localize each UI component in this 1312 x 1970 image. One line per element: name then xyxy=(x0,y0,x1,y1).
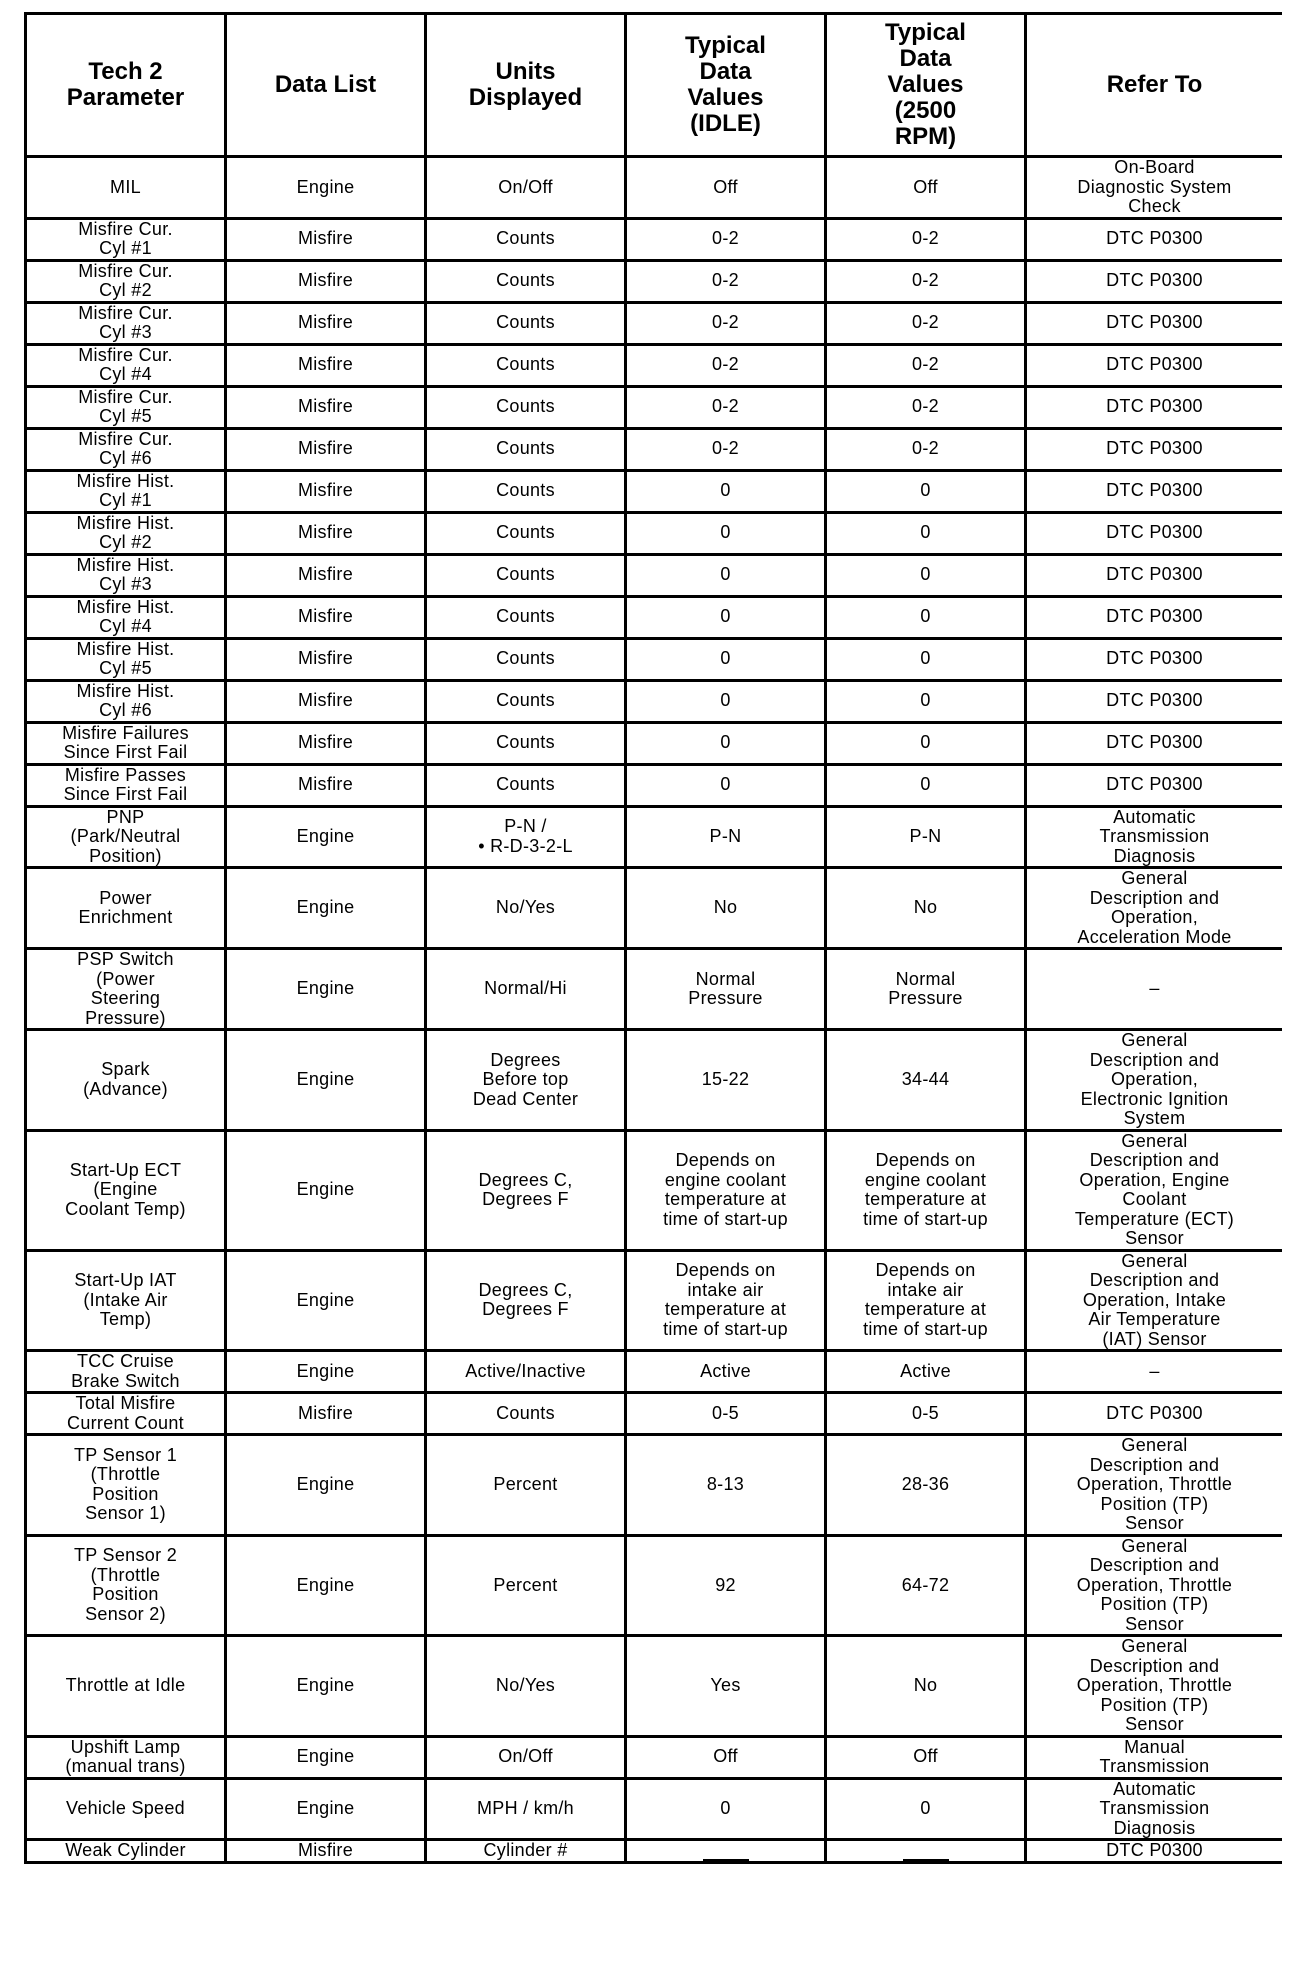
cell-rpm2500-value: Normal Pressure xyxy=(826,949,1026,1030)
cell-rpm2500-value: P-N xyxy=(826,806,1026,868)
cell-idle-value: 0-2 xyxy=(626,302,826,344)
cell-units: On/Off xyxy=(426,157,626,219)
header-data-list: Data List xyxy=(226,14,426,157)
cell-parameter: Power Enrichment xyxy=(26,868,226,949)
cell-units: Degrees Before top Dead Center xyxy=(426,1030,626,1131)
cell-idle-value: Depends on engine coolant temperature at time of start-up xyxy=(626,1130,826,1250)
table-row xyxy=(26,1535,1283,1636)
cell-data-list: Misfire xyxy=(226,1840,426,1863)
cell-idle-value: No xyxy=(626,868,826,949)
cell-parameter: Throttle at Idle xyxy=(26,1636,226,1737)
table-row xyxy=(26,218,1283,260)
cell-idle-value: 0 xyxy=(626,596,826,638)
cell-rpm2500-value: Off xyxy=(826,157,1026,219)
cell-rpm2500-value: 0-2 xyxy=(826,428,1026,470)
cell-rpm2500-value: 0 xyxy=(826,638,1026,680)
cell-idle-value: 0-2 xyxy=(626,428,826,470)
cell-data-list: Engine xyxy=(226,1030,426,1131)
cell-data-list: Misfire xyxy=(226,218,426,260)
table-row xyxy=(26,596,1283,638)
cell-units: Counts xyxy=(426,722,626,764)
cell-refer-to: DTC P0300 xyxy=(1026,764,1283,806)
cell-refer-to: DTC P0300 xyxy=(1026,512,1283,554)
cell-units: MPH / km/h xyxy=(426,1778,626,1840)
cell-rpm2500-value: 0 xyxy=(826,554,1026,596)
cell-idle-value: P-N xyxy=(626,806,826,868)
table-row xyxy=(26,344,1283,386)
header-typical-2500rpm: Typical Data Values (2500 RPM) xyxy=(826,14,1026,157)
cell-data-list: Misfire xyxy=(226,344,426,386)
cell-rpm2500-value: 0-2 xyxy=(826,302,1026,344)
table-row xyxy=(26,1393,1283,1435)
cell-data-list: Engine xyxy=(226,949,426,1030)
cell-refer-to: General Description and Operation, Throttle Position (TP) Sensor xyxy=(1026,1435,1283,1536)
cell-units: Counts xyxy=(426,470,626,512)
cell-rpm2500-value: 0-2 xyxy=(826,218,1026,260)
cell-rpm2500-value: No xyxy=(826,868,1026,949)
cell-rpm2500-value: 0 xyxy=(826,512,1026,554)
cell-rpm2500-value: Depends on intake air temperature at time of start-up xyxy=(826,1250,1026,1351)
cell-idle-value: Depends on intake air temperature at time of start-up xyxy=(626,1250,826,1351)
cell-parameter: MIL xyxy=(26,157,226,219)
cell-units: Counts xyxy=(426,302,626,344)
document-page xyxy=(24,12,1282,1970)
cell-rpm2500-value: 0 xyxy=(826,722,1026,764)
cell-units: Counts xyxy=(426,428,626,470)
cell-units: Counts xyxy=(426,596,626,638)
cell-units: Counts xyxy=(426,554,626,596)
cell-data-list: Engine xyxy=(226,1130,426,1250)
cell-refer-to: DTC P0300 xyxy=(1026,1840,1283,1863)
cell-data-list: Engine xyxy=(226,1636,426,1737)
table-row xyxy=(26,512,1283,554)
cell-refer-to: DTC P0300 xyxy=(1026,344,1283,386)
cell-refer-to: General Description and Operation, Throttle Position (TP) Sensor xyxy=(1026,1535,1283,1636)
table-row xyxy=(26,1435,1283,1536)
cell-parameter: TP Sensor 1 (Throttle Position Sensor 1) xyxy=(26,1435,226,1536)
table-row xyxy=(26,638,1283,680)
cell-idle-value: 0 xyxy=(626,764,826,806)
cell-parameter: TCC Cruise Brake Switch xyxy=(26,1351,226,1393)
cell-idle-value: Normal Pressure xyxy=(626,949,826,1030)
cell-data-list: Misfire xyxy=(226,512,426,554)
cell-refer-to: DTC P0300 xyxy=(1026,218,1283,260)
table-row xyxy=(26,1840,1283,1863)
cell-rpm2500-value: 0-2 xyxy=(826,344,1026,386)
cell-data-list: Misfire xyxy=(226,260,426,302)
cell-data-list: Misfire xyxy=(226,1393,426,1435)
cell-data-list: Misfire xyxy=(226,554,426,596)
cell-units: On/Off xyxy=(426,1736,626,1778)
cell-units: Counts xyxy=(426,638,626,680)
cell-idle-value: 0-2 xyxy=(626,344,826,386)
table-row xyxy=(26,949,1283,1030)
cell-data-list: Misfire xyxy=(226,764,426,806)
cell-parameter: Start-Up IAT (Intake Air Temp) xyxy=(26,1250,226,1351)
cell-data-list: Engine xyxy=(226,1351,426,1393)
cell-idle-value: 0 xyxy=(626,512,826,554)
table-row xyxy=(26,1636,1283,1737)
cell-data-list: Engine xyxy=(226,1778,426,1840)
cell-parameter: Total Misfire Current Count xyxy=(26,1393,226,1435)
table-row xyxy=(26,1351,1283,1393)
cell-units: No/Yes xyxy=(426,1636,626,1737)
cell-units: Counts xyxy=(426,1393,626,1435)
cell-parameter: Spark (Advance) xyxy=(26,1030,226,1131)
cell-idle-value: 0-5 xyxy=(626,1393,826,1435)
cell-refer-to: Automatic Transmission Diagnosis xyxy=(1026,1778,1283,1840)
table-row xyxy=(26,1736,1283,1778)
cell-parameter: Misfire Passes Since First Fail xyxy=(26,764,226,806)
table-row xyxy=(26,554,1283,596)
table-header-row xyxy=(26,14,1283,157)
cell-units: Percent xyxy=(426,1435,626,1536)
cell-idle-value xyxy=(626,1840,826,1863)
cell-parameter: PSP Switch (Power Steering Pressure) xyxy=(26,949,226,1030)
cell-refer-to: DTC P0300 xyxy=(1026,386,1283,428)
cell-parameter: Misfire Hist. Cyl #5 xyxy=(26,638,226,680)
cell-idle-value: 0 xyxy=(626,554,826,596)
cell-units: Counts xyxy=(426,386,626,428)
cell-parameter: TP Sensor 2 (Throttle Position Sensor 2) xyxy=(26,1535,226,1636)
cell-data-list: Misfire xyxy=(226,302,426,344)
table-row xyxy=(26,868,1283,949)
table-row xyxy=(26,260,1283,302)
cell-idle-value: 92 xyxy=(626,1535,826,1636)
cell-refer-to: Automatic Transmission Diagnosis xyxy=(1026,806,1283,868)
cell-rpm2500-value: 0 xyxy=(826,470,1026,512)
cell-data-list: Misfire xyxy=(226,680,426,722)
cell-refer-to: – xyxy=(1026,1351,1283,1393)
cell-idle-value: 0 xyxy=(626,638,826,680)
cell-idle-value: 15-22 xyxy=(626,1030,826,1131)
cell-rpm2500-value: 34-44 xyxy=(826,1030,1026,1131)
table-row xyxy=(26,806,1283,868)
cell-refer-to: DTC P0300 xyxy=(1026,680,1283,722)
cell-data-list: Engine xyxy=(226,1535,426,1636)
cell-parameter: Misfire Cur. Cyl #1 xyxy=(26,218,226,260)
cell-refer-to: General Description and Operation, Electronic Ignition System xyxy=(1026,1030,1283,1131)
cell-refer-to: DTC P0300 xyxy=(1026,554,1283,596)
cell-refer-to: – xyxy=(1026,949,1283,1030)
cell-idle-value: 0-2 xyxy=(626,386,826,428)
header-refer-to: Refer To xyxy=(1026,14,1283,157)
cell-rpm2500-value: 0 xyxy=(826,680,1026,722)
cell-data-list: Engine xyxy=(226,157,426,219)
cell-idle-value: 0 xyxy=(626,680,826,722)
table-row xyxy=(26,157,1283,219)
cell-idle-value: 0 xyxy=(626,470,826,512)
cell-refer-to: DTC P0300 xyxy=(1026,638,1283,680)
cell-refer-to: DTC P0300 xyxy=(1026,596,1283,638)
table-row xyxy=(26,1778,1283,1840)
cell-units: Active/Inactive xyxy=(426,1351,626,1393)
cell-parameter: Misfire Hist. Cyl #3 xyxy=(26,554,226,596)
cell-data-list: Misfire xyxy=(226,596,426,638)
cell-parameter: Start-Up ECT (Engine Coolant Temp) xyxy=(26,1130,226,1250)
cell-units: No/Yes xyxy=(426,868,626,949)
cell-parameter: Upshift Lamp (manual trans) xyxy=(26,1736,226,1778)
cell-parameter: Misfire Hist. Cyl #2 xyxy=(26,512,226,554)
cell-rpm2500-value: No xyxy=(826,1636,1026,1737)
cell-parameter: Misfire Failures Since First Fail xyxy=(26,722,226,764)
table-row xyxy=(26,470,1283,512)
table-body xyxy=(26,157,1283,1863)
cell-idle-value: 0-2 xyxy=(626,218,826,260)
cell-data-list: Engine xyxy=(226,1736,426,1778)
header-tech2-parameter: Tech 2 Parameter xyxy=(26,14,226,157)
cell-rpm2500-value xyxy=(826,1840,1026,1863)
table-row xyxy=(26,428,1283,470)
cell-parameter: Misfire Cur. Cyl #6 xyxy=(26,428,226,470)
cell-parameter: Misfire Cur. Cyl #2 xyxy=(26,260,226,302)
cell-data-list: Engine xyxy=(226,1250,426,1351)
cell-idle-value: Off xyxy=(626,1736,826,1778)
cell-parameter: Misfire Hist. Cyl #1 xyxy=(26,470,226,512)
cell-rpm2500-value: 0-2 xyxy=(826,260,1026,302)
cell-data-list: Engine xyxy=(226,868,426,949)
cell-refer-to: General Description and Operation, Engine Coolant Temperature (ECT) Sensor xyxy=(1026,1130,1283,1250)
cell-rpm2500-value: 64-72 xyxy=(826,1535,1026,1636)
cell-data-list: Engine xyxy=(226,806,426,868)
cell-idle-value: 0 xyxy=(626,722,826,764)
cell-rpm2500-value: Active xyxy=(826,1351,1026,1393)
cell-units: Percent xyxy=(426,1535,626,1636)
cell-parameter: Misfire Hist. Cyl #4 xyxy=(26,596,226,638)
cell-units: Counts xyxy=(426,260,626,302)
cell-data-list: Misfire xyxy=(226,470,426,512)
cell-idle-value: Off xyxy=(626,157,826,219)
table-row xyxy=(26,680,1283,722)
cell-rpm2500-value: Depends on engine coolant temperature at time of start-up xyxy=(826,1130,1026,1250)
table-row xyxy=(26,764,1283,806)
cell-refer-to: DTC P0300 xyxy=(1026,428,1283,470)
cell-parameter: PNP (Park/Neutral Position) xyxy=(26,806,226,868)
cell-parameter: Misfire Cur. Cyl #4 xyxy=(26,344,226,386)
cell-units: Counts xyxy=(426,512,626,554)
cell-data-list: Misfire xyxy=(226,722,426,764)
cell-units: Degrees C, Degrees F xyxy=(426,1250,626,1351)
table-row xyxy=(26,386,1283,428)
cell-refer-to: DTC P0300 xyxy=(1026,302,1283,344)
blank-value-line xyxy=(903,1859,949,1861)
cell-units: Counts xyxy=(426,764,626,806)
cell-idle-value: 0 xyxy=(626,1778,826,1840)
cell-refer-to: General Description and Operation, Intake Air Temperature (IAT) Sensor xyxy=(1026,1250,1283,1351)
cell-data-list: Misfire xyxy=(226,428,426,470)
cell-units: Counts xyxy=(426,218,626,260)
table-row xyxy=(26,1030,1283,1131)
cell-parameter: Vehicle Speed xyxy=(26,1778,226,1840)
cell-idle-value: 0-2 xyxy=(626,260,826,302)
header-units-displayed: Units Displayed xyxy=(426,14,626,157)
table-row xyxy=(26,1130,1283,1250)
cell-refer-to: Manual Transmission xyxy=(1026,1736,1283,1778)
cell-data-list: Misfire xyxy=(226,386,426,428)
table-row xyxy=(26,302,1283,344)
cell-units: Counts xyxy=(426,344,626,386)
cell-parameter: Misfire Cur. Cyl #3 xyxy=(26,302,226,344)
cell-data-list: Misfire xyxy=(226,638,426,680)
cell-rpm2500-value: 0 xyxy=(826,596,1026,638)
cell-rpm2500-value: 0 xyxy=(826,764,1026,806)
table-row xyxy=(26,1250,1283,1351)
header-typical-idle: Typical Data Values (IDLE) xyxy=(626,14,826,157)
cell-refer-to: DTC P0300 xyxy=(1026,470,1283,512)
cell-refer-to: DTC P0300 xyxy=(1026,260,1283,302)
cell-units: Cylinder # xyxy=(426,1840,626,1863)
cell-rpm2500-value: 0-2 xyxy=(826,386,1026,428)
cell-parameter: Misfire Hist. Cyl #6 xyxy=(26,680,226,722)
cell-units: Normal/Hi xyxy=(426,949,626,1030)
cell-units: Degrees C, Degrees F xyxy=(426,1130,626,1250)
cell-idle-value: Yes xyxy=(626,1636,826,1737)
cell-rpm2500-value: Off xyxy=(826,1736,1026,1778)
cell-parameter: Misfire Cur. Cyl #5 xyxy=(26,386,226,428)
cell-refer-to: General Description and Operation, Acceleration Mode xyxy=(1026,868,1283,949)
cell-idle-value: Active xyxy=(626,1351,826,1393)
cell-idle-value: 8-13 xyxy=(626,1435,826,1536)
blank-value-line xyxy=(703,1859,749,1861)
cell-rpm2500-value: 0 xyxy=(826,1778,1026,1840)
cell-data-list: Engine xyxy=(226,1435,426,1536)
cell-refer-to: DTC P0300 xyxy=(1026,1393,1283,1435)
cell-parameter: Weak Cylinder xyxy=(26,1840,226,1863)
cell-refer-to: General Description and Operation, Throttle Position (TP) Sensor xyxy=(1026,1636,1283,1737)
cell-rpm2500-value: 28-36 xyxy=(826,1435,1026,1536)
cell-units: Counts xyxy=(426,680,626,722)
cell-units: P-N / • R-D-3-2-L xyxy=(426,806,626,868)
cell-rpm2500-value: 0-5 xyxy=(826,1393,1026,1435)
tech2-parameter-table xyxy=(24,12,1282,1864)
cell-refer-to: On-Board Diagnostic System Check xyxy=(1026,157,1283,219)
cell-refer-to: DTC P0300 xyxy=(1026,722,1283,764)
table-row xyxy=(26,722,1283,764)
